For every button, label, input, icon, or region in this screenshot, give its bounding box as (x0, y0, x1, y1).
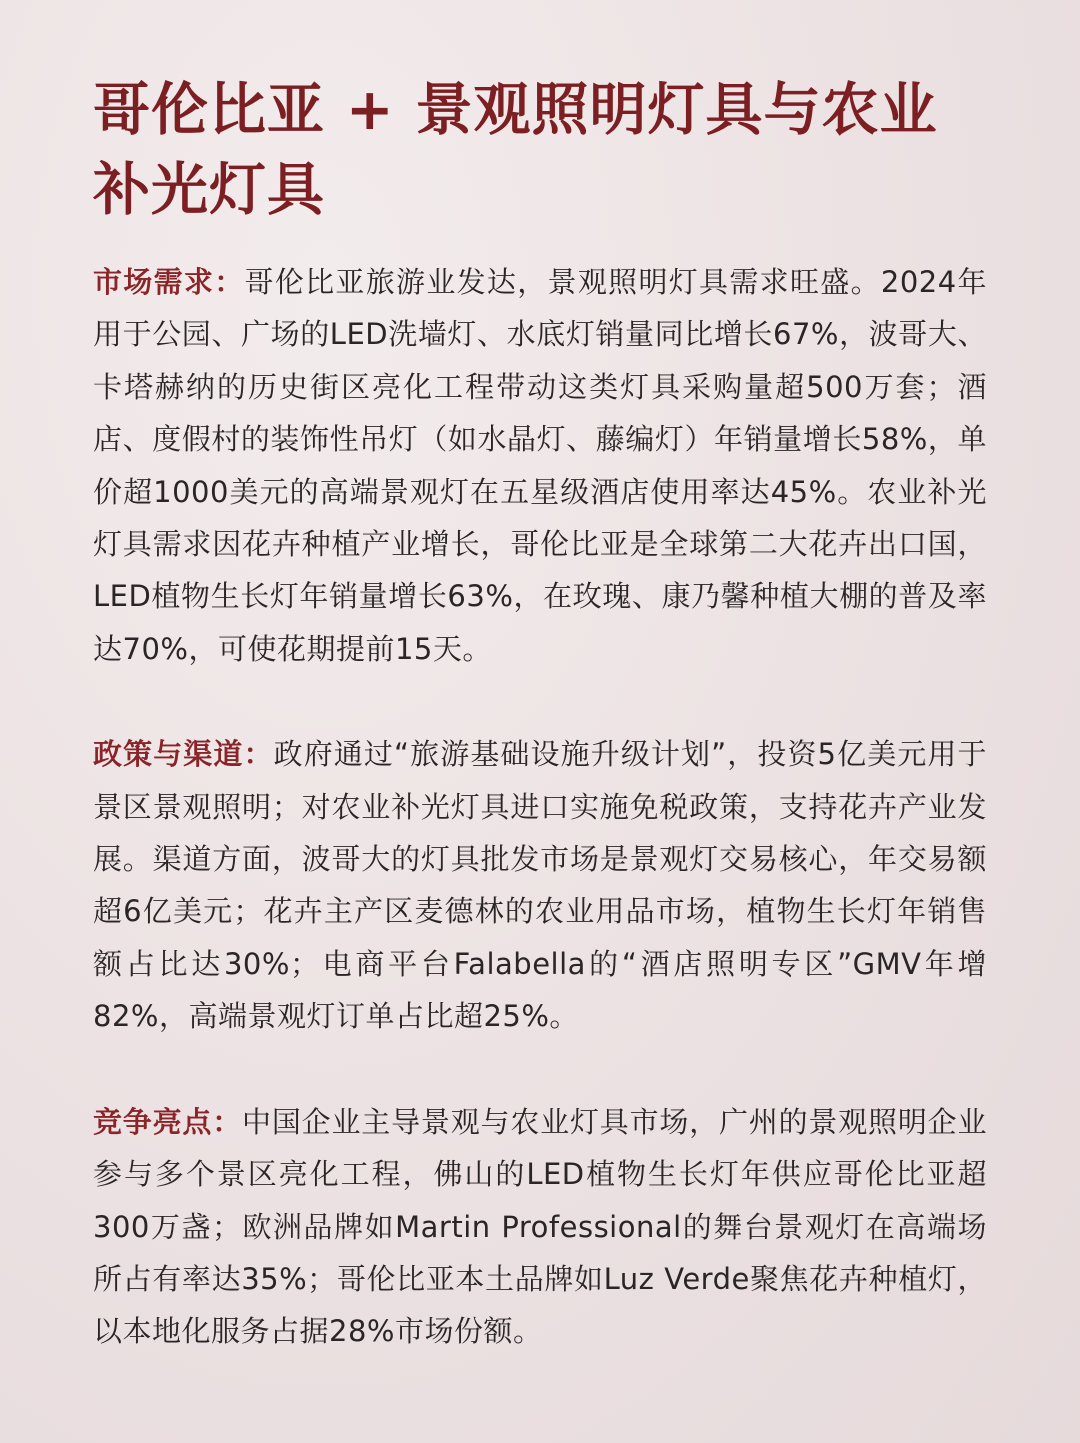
section-label: 政策与渠道： (93, 737, 274, 772)
section-label: 市场需求： (93, 265, 245, 299)
section-label: 竞争亮点： (93, 1104, 243, 1139)
section-text: 政府通过“旅游基础设施升级计划”，投资5亿美元用于景区景观照明；对农业补光灯具进口实施免税政策，支持花卉产业发展。渠道方面，波哥大的灯具批发市场是景观灯交易核心，年交易额超6亿美元；花卉主产区麦德林的农业用品市场，植物生长灯年销售额占比达30%；电商平台Falabella的“酒店照明专区”GMV年增82%，高端景观灯订单占比超25%。 (93, 737, 987, 1034)
section-market-demand (93, 256, 987, 675)
article-title: 哥伦比亚 + 景观照明灯具与农业补光灯具 (93, 77, 938, 223)
section-text: 哥伦比亚旅游业发达，景观照明灯具需求旺盛。2024年用于公园、广场的LED洗墙灯、水底灯销量同比增长67%，波哥大、卡塔赫纳的历史街区亮化工程带动这类灯具采购量超500万套；酒店、度假村的装饰性吊灯（如水晶灯、藤编灯）年销量增长58%，单价超1000美元的高端景观灯在五星级酒店使用率达45%。农业补光灯具需求因花卉种植产业增长，哥伦比亚是全球第二大花卉出口国，LED植物生长灯年销量增长63%，在玫瑰、康乃馨种植大棚的普及率达70%，可使花期提前15天。 (93, 265, 987, 666)
section-policy-channels (93, 728, 987, 1042)
section-competition-highlights (93, 1096, 987, 1358)
section-text: 中国企业主导景观与农业灯具市场，广州的景观照明企业参与多个景区亮化工程，佛山的LED植物生长灯年供应哥伦比亚超300万盏；欧洲品牌如Martin Professional的舞台景观灯在高端场所占有率达35%；哥伦比亚本土品牌如Luz Verde聚焦花卉种植灯，以本地化服务占据28%市场份额。 (93, 1104, 987, 1349)
